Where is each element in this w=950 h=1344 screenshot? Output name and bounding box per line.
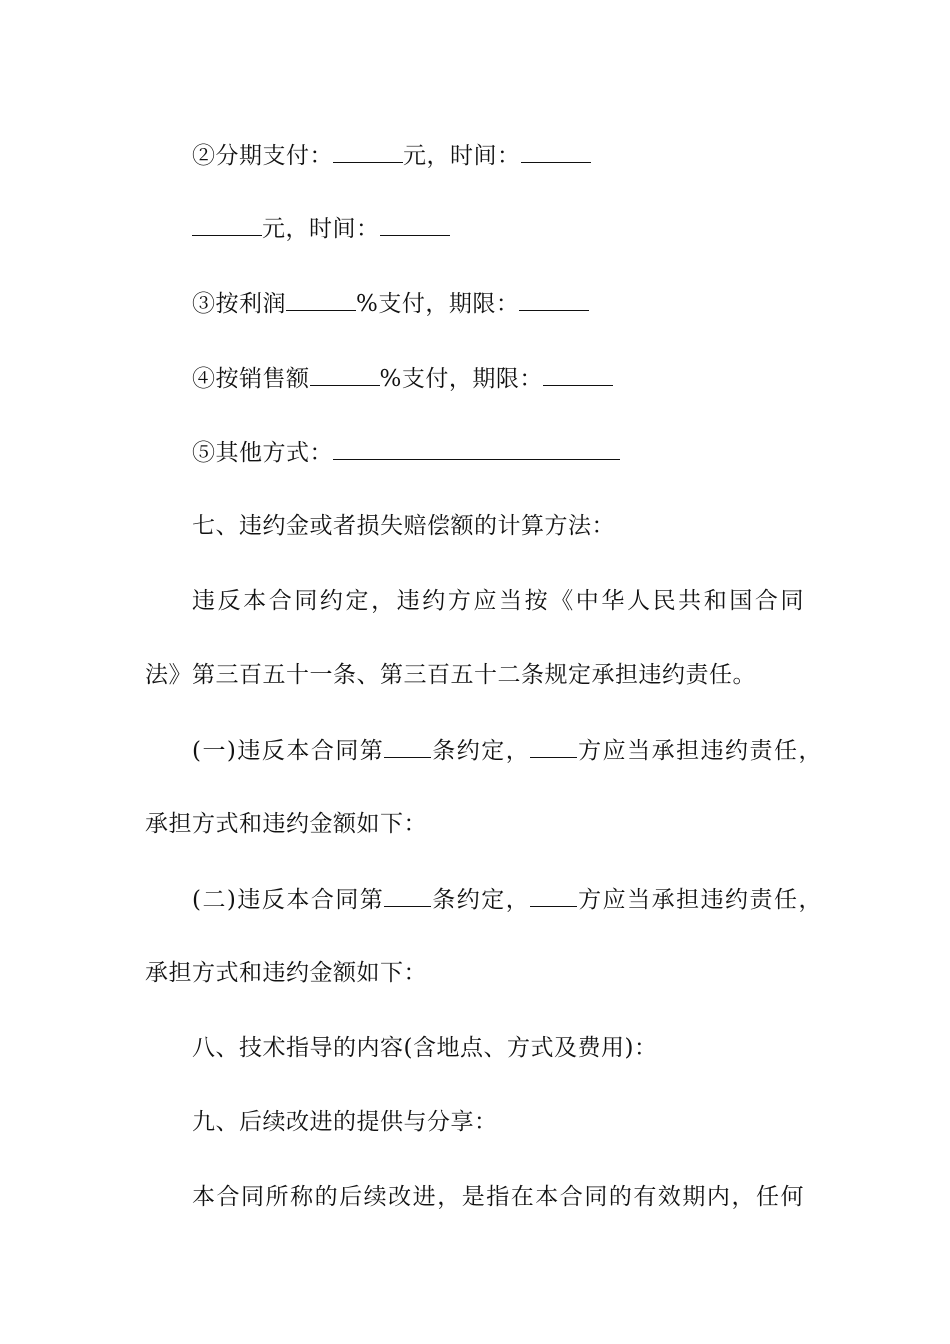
- section-seven-heading: 七、违约金或者损失赔偿额的计算方法：: [192, 513, 615, 539]
- text: %支付，期限：: [356, 291, 520, 317]
- text: (一)违反本合同第: [192, 738, 385, 764]
- text: ②分期支付：: [192, 143, 333, 169]
- breach-clause-one: [192, 735, 822, 766]
- paragraph-line: 法》第三百五十一条、第三百五十二条规定承担违约责任。: [145, 662, 756, 688]
- installment-payment-line: [192, 140, 591, 171]
- time-blank: [380, 213, 450, 236]
- text: 条约定，: [431, 887, 531, 913]
- percent-blank: [286, 288, 356, 311]
- party-blank: [530, 884, 577, 907]
- term-blank: [543, 363, 613, 386]
- paragraph-line: 本合同所称的后续改进，是指在本合同的有效期内，任何: [192, 1184, 804, 1210]
- text: ⑤其他方式：: [192, 440, 333, 466]
- text: 方应当承担违约责任，: [577, 738, 822, 764]
- percent-blank: [310, 363, 380, 386]
- text: 条约定，: [431, 738, 531, 764]
- installment-payment-line-2: [192, 213, 450, 244]
- paragraph-line: 承担方式和违约金额如下：: [145, 960, 427, 986]
- text: %支付，期限：: [379, 366, 543, 392]
- paragraph-line: 承担方式和违约金额如下：: [145, 811, 427, 837]
- time-blank: [521, 140, 591, 163]
- party-blank: [530, 735, 577, 758]
- section-eight-heading: 八、技术指导的内容(含地点、方式及费用)：: [192, 1035, 658, 1061]
- paragraph-line: 违反本合同约定，违约方应当按《中华人民共和国合同: [192, 588, 804, 614]
- text: ④按销售额: [192, 366, 310, 392]
- method-blank: [333, 437, 620, 460]
- breach-clause-two: [192, 884, 822, 915]
- profit-percentage-line: [192, 288, 589, 319]
- sales-percentage-line: [192, 363, 613, 394]
- amount-blank: [333, 140, 403, 163]
- amount-blank: [192, 213, 262, 236]
- other-method-line: [192, 437, 620, 468]
- text: (二)违反本合同第: [192, 887, 385, 913]
- article-blank: [384, 735, 431, 758]
- text: ③按利润: [192, 291, 286, 317]
- term-blank: [519, 288, 589, 311]
- article-blank: [384, 884, 431, 907]
- text: 方应当承担违约责任，: [577, 887, 822, 913]
- text: 元，时间：: [403, 143, 521, 169]
- section-nine-heading: 九、后续改进的提供与分享：: [192, 1109, 498, 1135]
- text: 元，时间：: [262, 216, 380, 242]
